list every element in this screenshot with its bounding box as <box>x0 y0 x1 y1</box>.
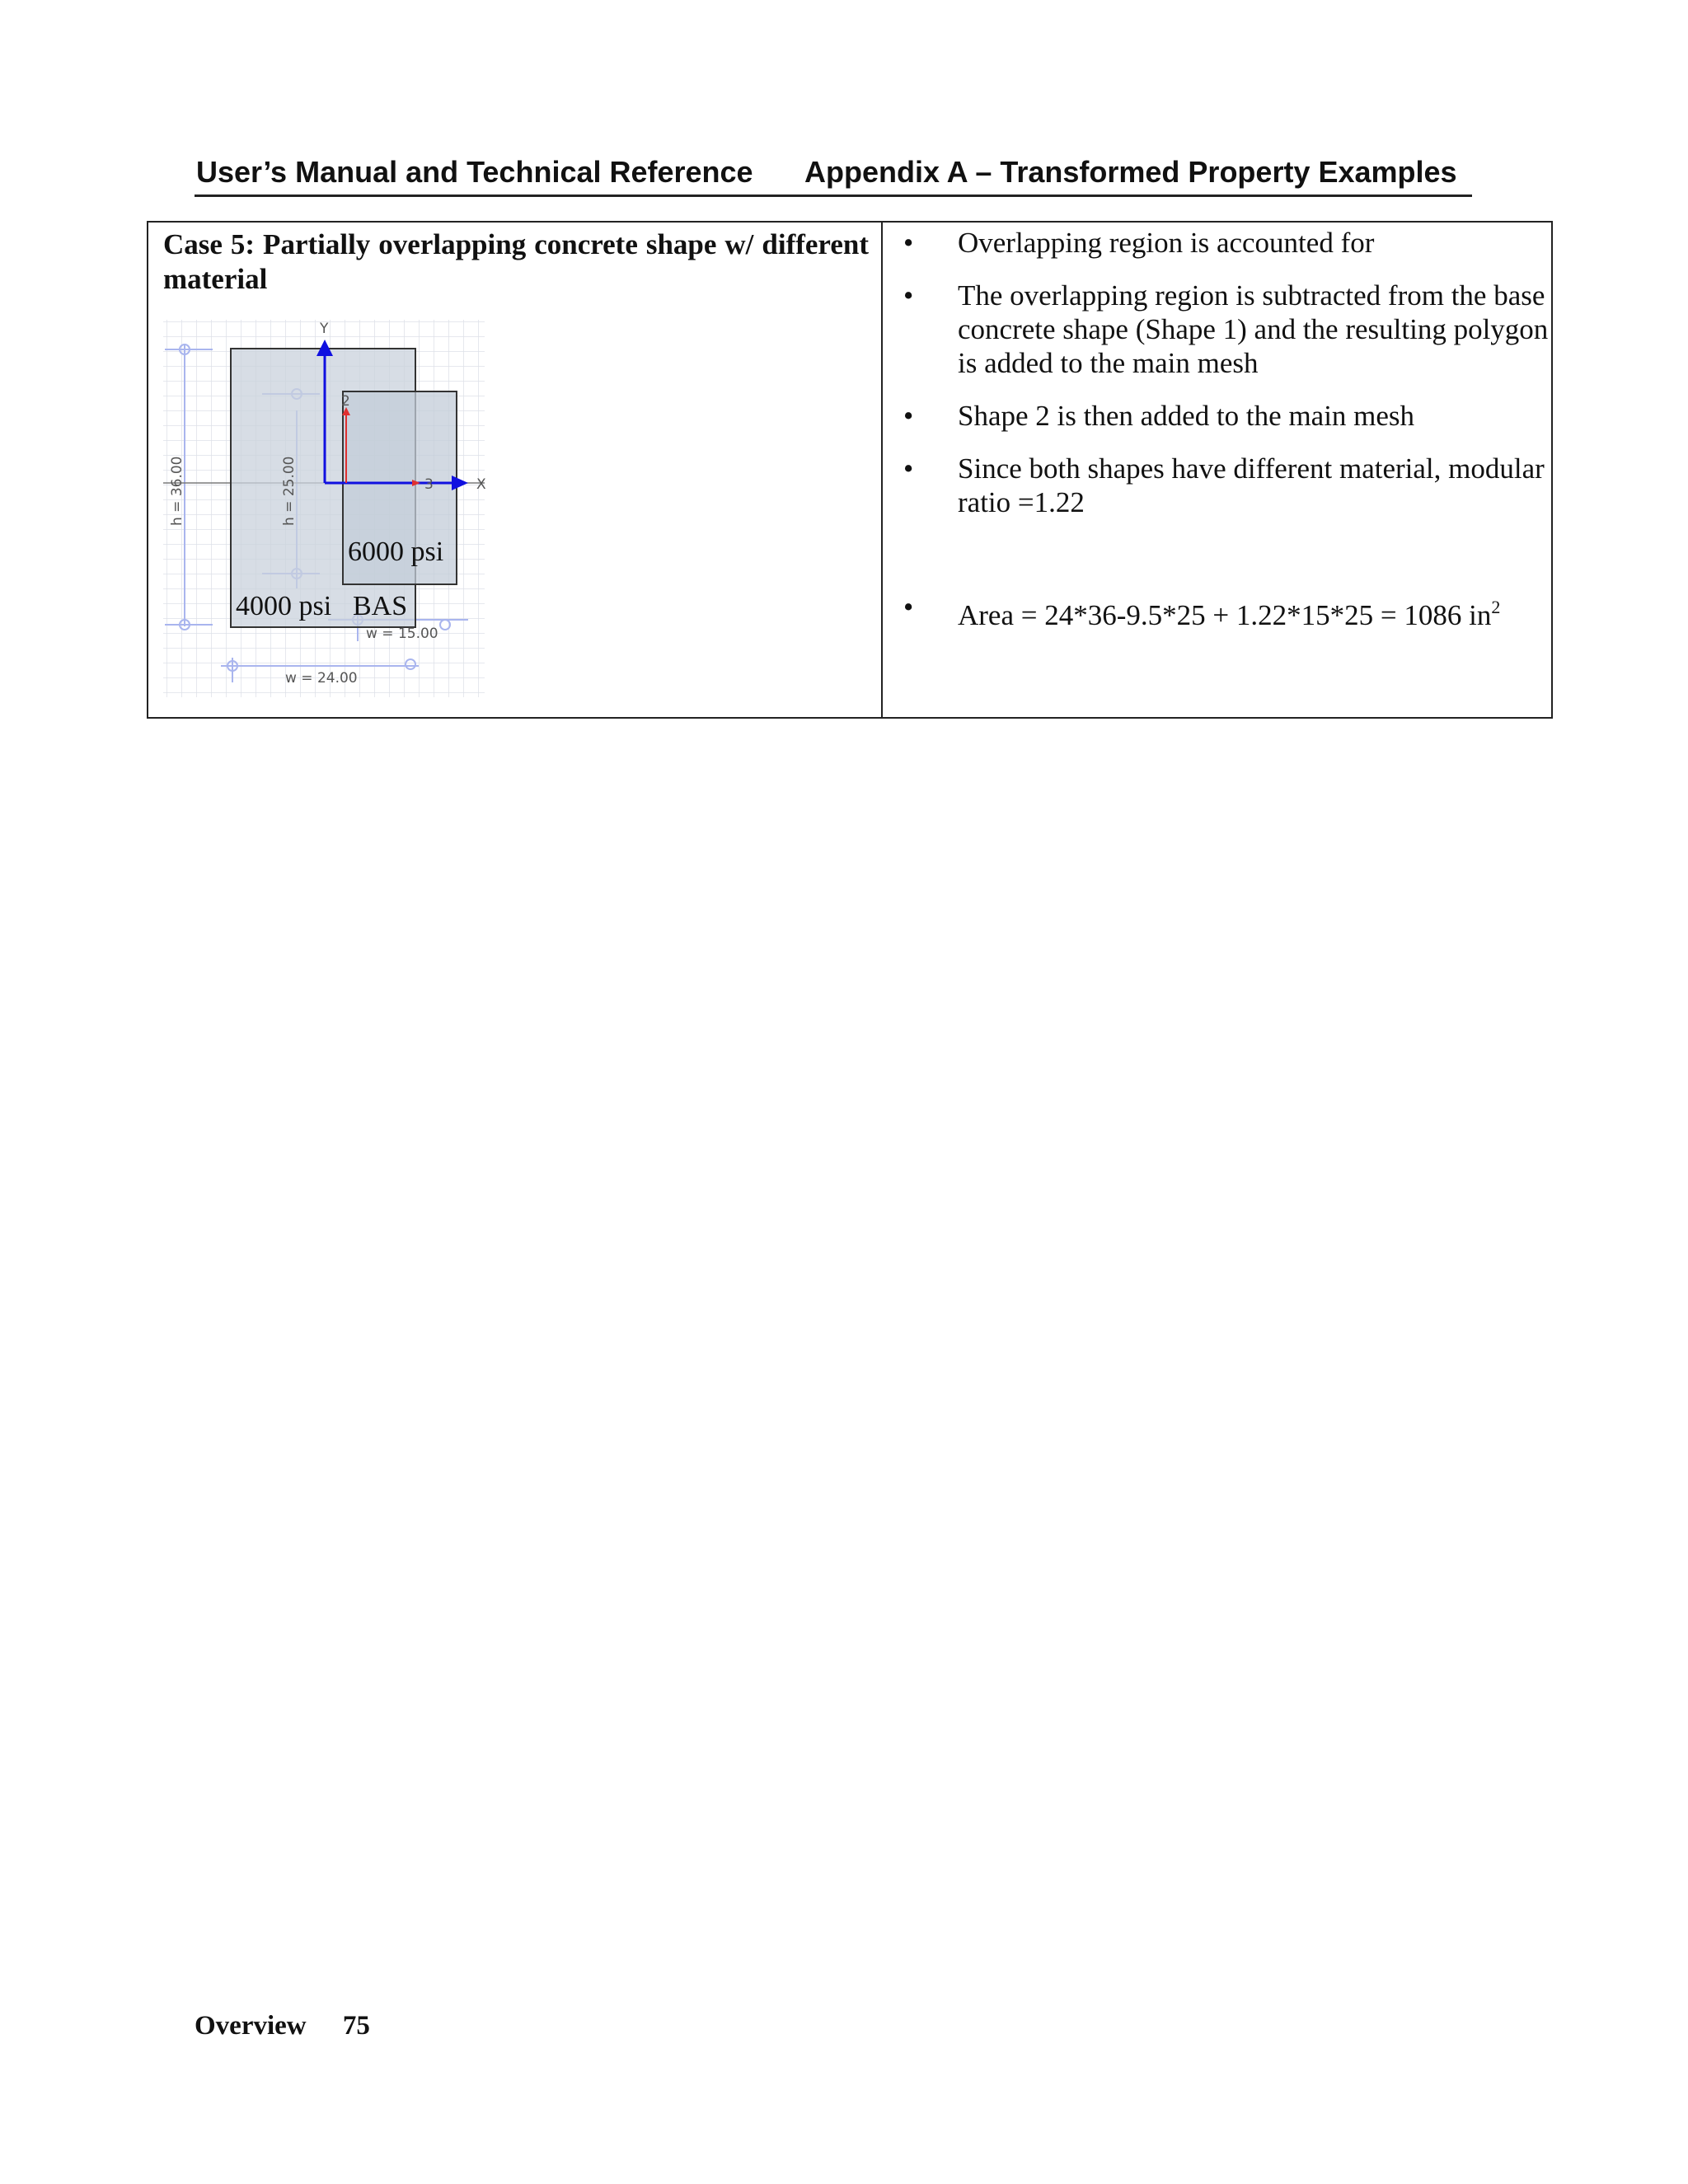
column-divider <box>881 223 883 717</box>
section-figure <box>163 320 485 697</box>
appendix-title: Appendix A – Transformed Property Examples <box>804 155 1457 189</box>
footer-section: Overview <box>195 2011 307 2041</box>
local-2-label: 2 <box>341 393 350 410</box>
psi-6000-label: 6000 psi <box>348 537 444 567</box>
case-table: Case 5: Partially overlapping concrete shape w/ different material Y X 2 3 h = 36.00 h = 25.00 w = 15.00 w = 24.00 6000 psi 4000 psi BAS • Overlapping region is accounted for • The overlapping region is subtracted from the base concrete shape (Shape 1) and the resulting polygon is added to the main mesh • Shape 2 is then added to the main mesh • Since both shapes have different material, modular ratio =1.22 • Area = 24*36-9.5*25 + 1.22*15*25 = 1086 $in^2$ <box>147 221 1553 719</box>
w-15-label: w = 15.00 <box>366 626 438 642</box>
bas-label: BAS <box>353 591 408 621</box>
page-header <box>195 152 1472 197</box>
case-title: Case 5: Partially overlapping concrete shape w/ different material <box>163 228 869 295</box>
area-formula: Area = 24*36-9.5*25 + 1.22*15*25 = 1086 in <box>958 599 1492 631</box>
local-3-label: 3 <box>424 476 434 493</box>
h-25-label: h = 25.00 <box>281 456 298 526</box>
y-axis-label: Y <box>320 321 329 337</box>
psi-4000-label: 4000 psi <box>236 591 332 621</box>
page-footer <box>195 2011 370 2041</box>
h-36-label: h = 36.00 <box>169 456 185 526</box>
area-exponent: 2 <box>1491 597 1501 617</box>
manual-title: User’s Manual and Technical Reference <box>196 155 753 189</box>
page-number: 75 <box>342 2011 370 2041</box>
x-axis-label: X <box>476 476 486 493</box>
w-24-label: w = 24.00 <box>285 670 358 687</box>
